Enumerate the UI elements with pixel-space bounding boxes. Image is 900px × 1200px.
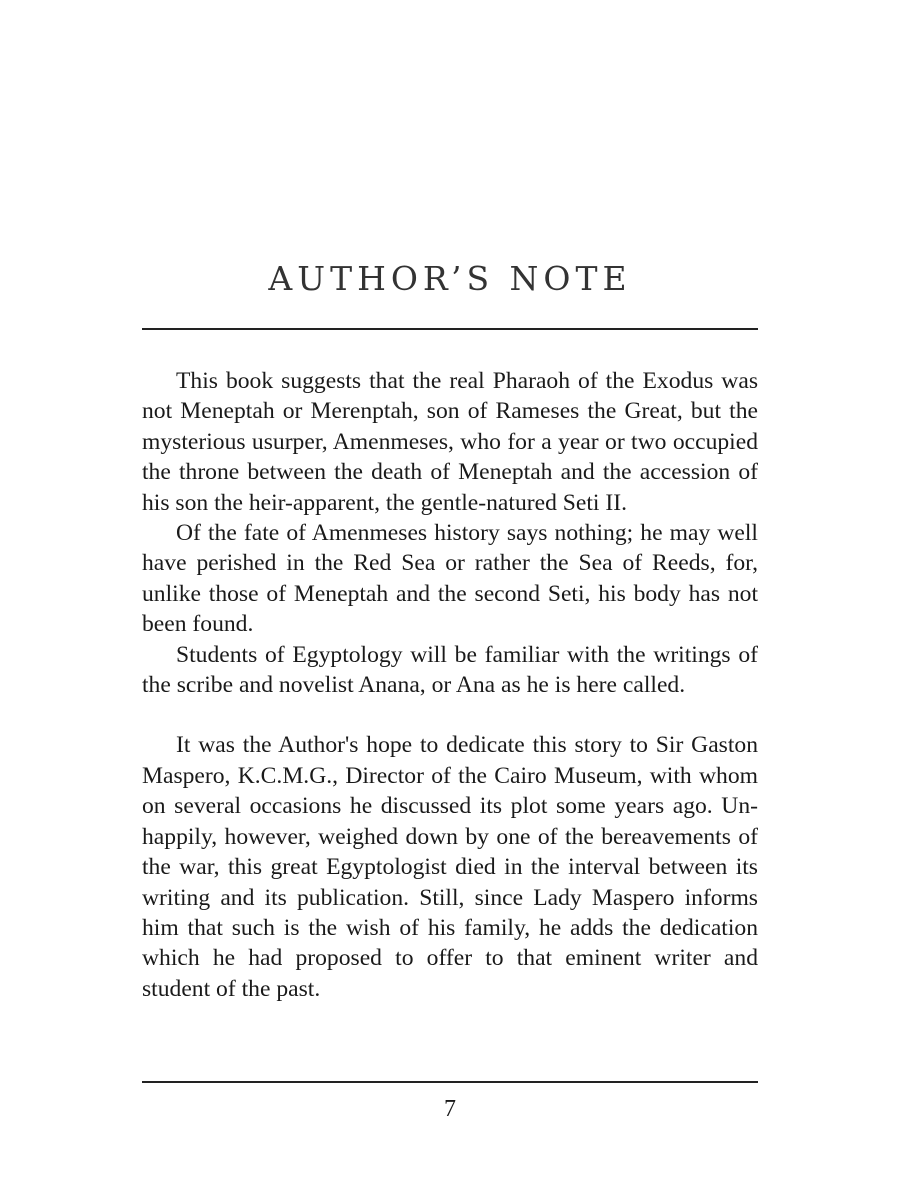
title-divider xyxy=(142,328,758,330)
paragraph: This book suggests that the real Pharaoh of the Exodus was not Meneptah or Merenptah, son of Rameses the Great, but the mysterious usurper, Amenmeses, who for a year or two occupied the throne between the death of Meneptah and the accession of his son the heir-apparent, the gentle-natured Seti II. xyxy=(142,368,758,516)
paragraph: It was the Author's hope to dedicate this story to Sir Gaston Maspero, K.C.M.G., Director of the Cairo Museum, with whom on several occasions he discussed its plot some years ago. Unhappily, however, weighed down by one of the bereavements of the war, this great Egyptologist died in the interval between its writing and its publication. Still, since Lady Maspero informs him that such is the wish of his family, he adds the dedication which he had proposed to offer to that eminent writer and student of the past. xyxy=(142,732,758,1002)
page-number: 7 xyxy=(444,1096,456,1122)
body-text xyxy=(142,366,758,1004)
page-title: AUTHOR’S NOTE xyxy=(268,259,632,298)
paragraph: Students of Egyptology will be familiar with the writings of the scribe and novelist Anana, or Ana as he is here called. xyxy=(142,641,758,699)
paragraph: Of the fate of Amenmeses history says nothing; he may well have perished in the Red Sea or rather the Sea of Reeds, for, unlike those of Meneptah and the second Seti, his body has not been found. xyxy=(142,520,758,638)
footer-divider xyxy=(142,1081,758,1083)
